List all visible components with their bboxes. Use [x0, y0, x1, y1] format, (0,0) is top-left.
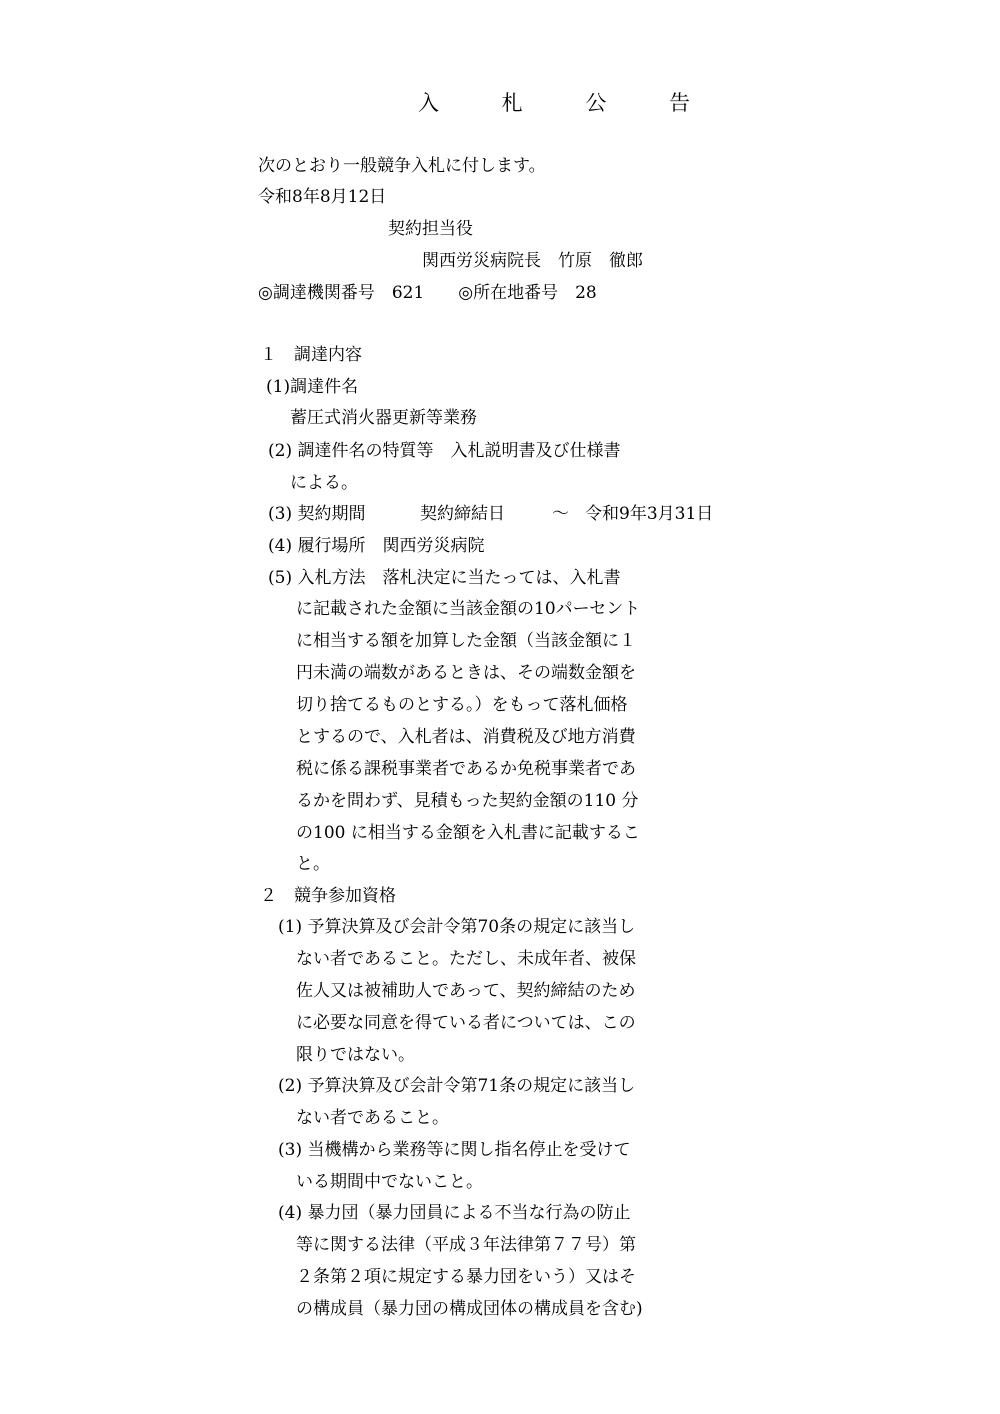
- item-1-5-line: (5) 入札方法 落札決定に当たっては、入札書: [268, 568, 621, 588]
- contract-role: 契約担当役: [388, 219, 473, 239]
- section-2-heading: ２ 競争参加資格: [260, 886, 396, 906]
- section-1-heading: １ 調達内容: [260, 345, 362, 365]
- item-1-1-label: (1)調達件名: [266, 377, 359, 397]
- item-1-5-line: の100 に相当する金額を入札書に記載するこ: [296, 823, 640, 843]
- item-2-3-line: いる期間中でないこと。: [296, 1172, 483, 1192]
- item-1-5-line: とするので、入札者は、消費税及び地方消費: [296, 727, 636, 747]
- notice-date: 令和8年8月12日: [258, 187, 387, 207]
- item-1-1-value: 蓄圧式消火器更新等業務: [290, 408, 477, 428]
- item-1-5-line: るかを問わず、見積もった契約金額の110 分: [296, 791, 639, 811]
- procurement-codes: ◎調達機関番号 621 ◎所在地番号 28: [258, 283, 597, 303]
- item-1-3-start: 契約締結日: [420, 504, 505, 524]
- item-1-3-end: 令和9年3月31日: [585, 504, 714, 524]
- item-1-5-line: 切り捨てるものとする。）をもって落札価格: [296, 695, 628, 715]
- item-2-4-line: 等に関する法律（平成３年法律第７７号）第: [296, 1235, 636, 1255]
- contract-officer: 関西労災病院長 竹原 徹郎: [422, 251, 643, 271]
- item-2-1-line: 限りではない。: [296, 1045, 415, 1065]
- page-title: 入 札 公 告: [418, 91, 719, 115]
- item-2-2-line: ない者であること。: [296, 1108, 449, 1128]
- item-1-5-line: と。: [296, 854, 330, 874]
- item-2-1-line: (1) 予算決算及び会計令第70条の規定に該当し: [278, 917, 636, 937]
- item-2-1-line: ない者であること。ただし、未成年者、被保: [296, 949, 636, 969]
- item-2-3-line: (3) 当機構から業務等に関し指名停止を受けて: [278, 1140, 631, 1160]
- item-1-4: (4) 履行場所 関西労災病院: [268, 536, 485, 556]
- item-2-4-line: (4) 暴力団（暴力団員による不当な行為の防止: [278, 1203, 631, 1223]
- item-1-5-line: 税に係る課税事業者であるか免税事業者であ: [296, 759, 636, 779]
- item-2-2-line: (2) 予算決算及び会計令第71条の規定に該当し: [278, 1076, 636, 1096]
- item-1-5-line: 円未満の端数があるときは、その端数金額を: [296, 663, 636, 683]
- item-2-4-line: ２条第２項に規定する暴力団をいう）又はそ: [296, 1267, 636, 1287]
- item-1-2-line: (2) 調達件名の特質等 入札説明書及び仕様書: [268, 441, 621, 461]
- item-1-2-line: による。: [290, 473, 358, 493]
- item-1-3-sep: ～: [552, 504, 569, 524]
- item-1-5-line: に相当する額を加算した金額（当該金額に１: [296, 631, 636, 651]
- item-2-4-line: の構成員（暴力団の構成団体の構成員を含む): [296, 1299, 643, 1319]
- item-2-1-line: 佐人又は被補助人であって、契約締結のため: [296, 981, 636, 1001]
- item-2-1-line: に必要な同意を得ている者については、この: [296, 1013, 636, 1033]
- intro-text: 次のとおり一般競争入札に付します。: [258, 156, 546, 176]
- item-1-3-label: (3) 契約期間: [268, 504, 366, 524]
- item-1-5-line: に記載された金額に当該金額の10パーセント: [296, 599, 641, 619]
